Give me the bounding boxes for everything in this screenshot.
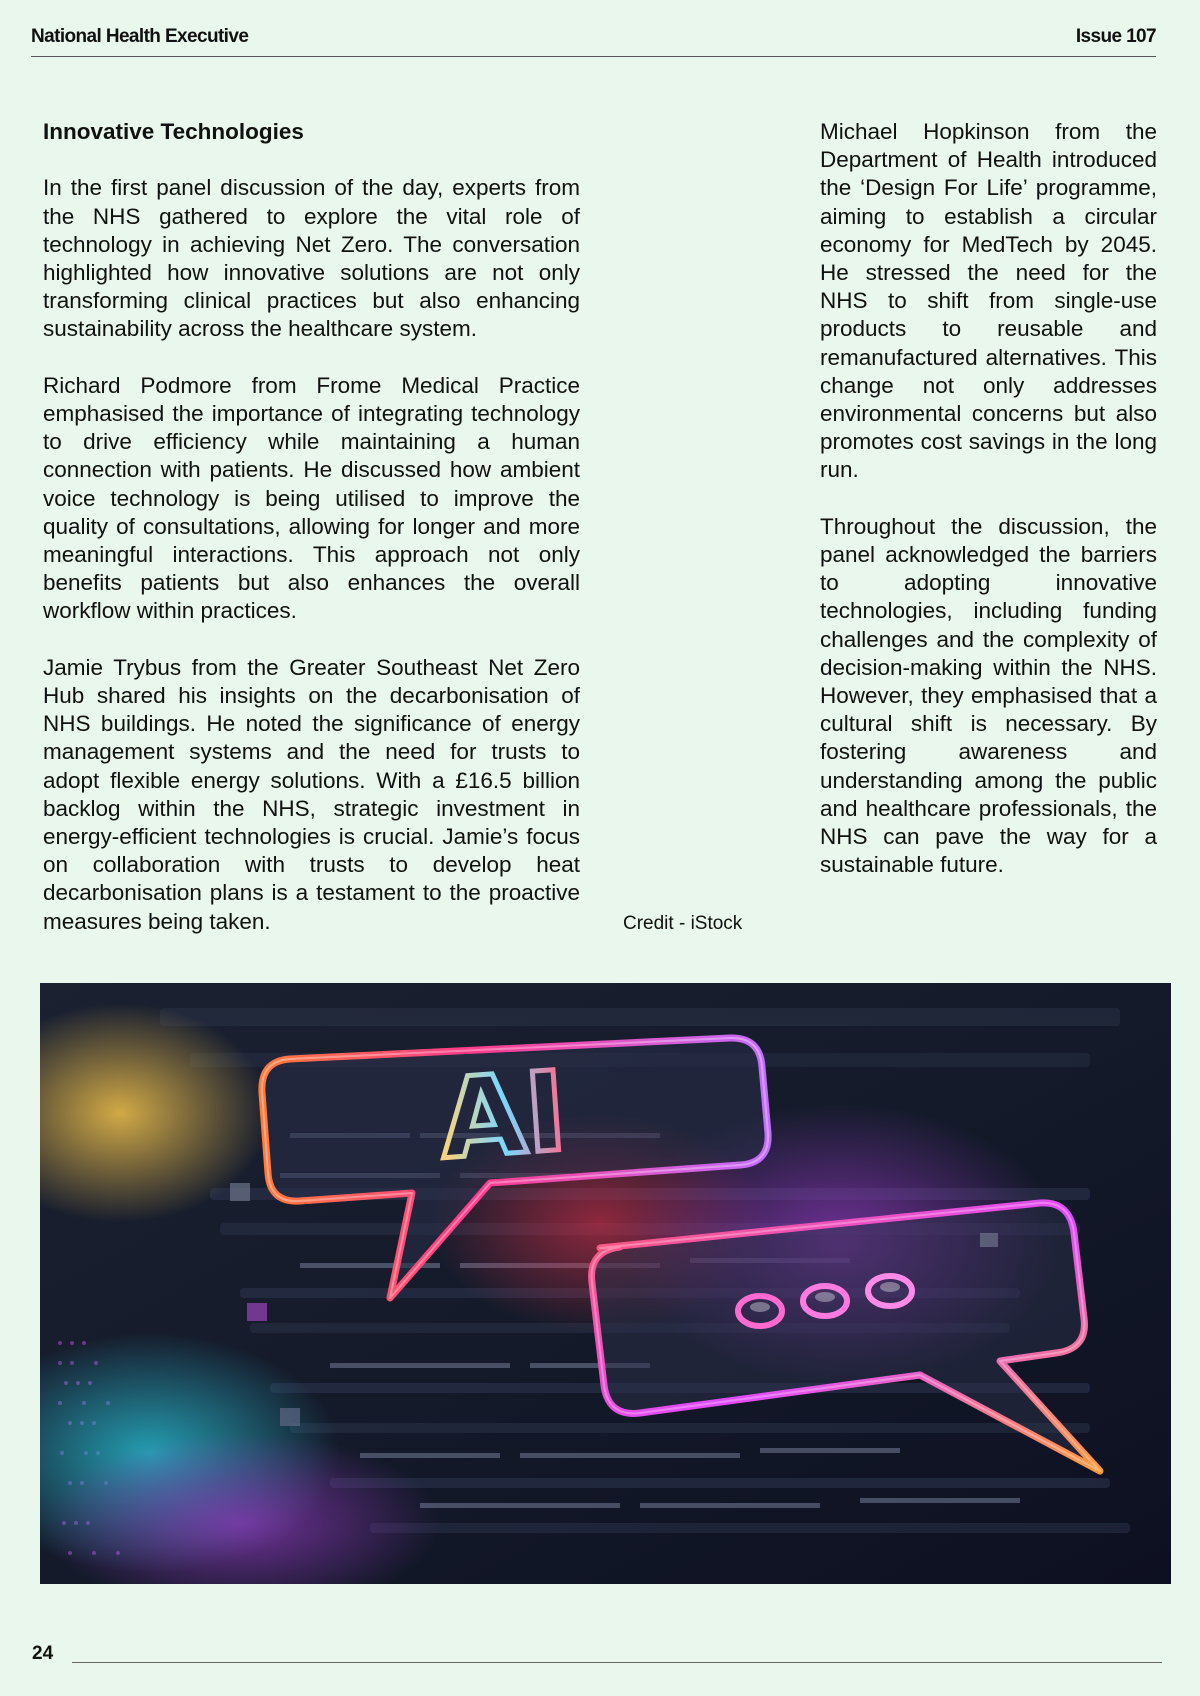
paragraph-barriers: Throughout the discussion, the panel acknowledged the barriers to adopting innovative technologies, including funding challenges and the complexity of decision-making within the NHS. However, they emphasised that a cultural shift is necessary. By fostering awareness and understanding among the public and healthcare professionals, the NHS can pave the way for a sustainable future. xyxy=(820,513,1157,878)
ai-chat-bubbles-image xyxy=(40,983,1171,1584)
paragraph-michael-hopkinson: Michael Hopkinson from the Department of Health introduced the ‘Design For Life’ programme, aiming to establish a circular economy for MedTech by 2045. He stressed the need for the NHS to shift from single-use products to reusable and remanufactured alternatives. This change not only addresses environmental concerns but also promotes cost savings in the long run. xyxy=(820,119,1157,483)
paragraph-jamie-trybus: Jamie Trybus from the Greater Southeast Net Zero Hub shared his insights on the decarbonisation of NHS buildings. He noted the significance of energy management systems and the need for trusts to adopt flexible energy solutions. With a £16.5 billion backlog within the NHS, strategic investment in energy-efficient technologies is crucial. Jamie’s focus on collaboration with trusts to develop heat decarbonisation plans is a testament to the proactive measures being taken. xyxy=(43,654,580,934)
section-heading: Innovative Technologies xyxy=(43,119,304,144)
issue-number: Issue 107 xyxy=(1075,26,1156,47)
paragraph-panel-intro: In the first panel discussion of the day, experts from the NHS gathered to explore the vital role of technology in achieving Net Zero. The conversation highlighted how innovative solutions are not only transforming clinical practices but also enhancing sustainability across the healthcare system. xyxy=(43,175,580,342)
page-number: 24 xyxy=(32,1643,54,1664)
publication-name: National Health Executive xyxy=(31,26,249,47)
image-credit: Credit - iStock xyxy=(623,913,743,934)
article-column-left xyxy=(43,118,580,936)
page-header xyxy=(31,26,1156,57)
article-column-right xyxy=(820,118,1157,879)
ai-label: AI xyxy=(435,1047,571,1184)
paragraph-richard-podmore: Richard Podmore from Frome Medical Practice emphasised the importance of integrating technology to drive efficiency while maintaining a human connection with patients. He discussed how ambient voice technology is being utilised to improve the quality of consultations, allowing for longer and more meaningful interactions. This approach not only benefits patients but also enhances the overall workflow within practices. xyxy=(43,372,580,624)
footer-divider xyxy=(72,1662,1162,1663)
